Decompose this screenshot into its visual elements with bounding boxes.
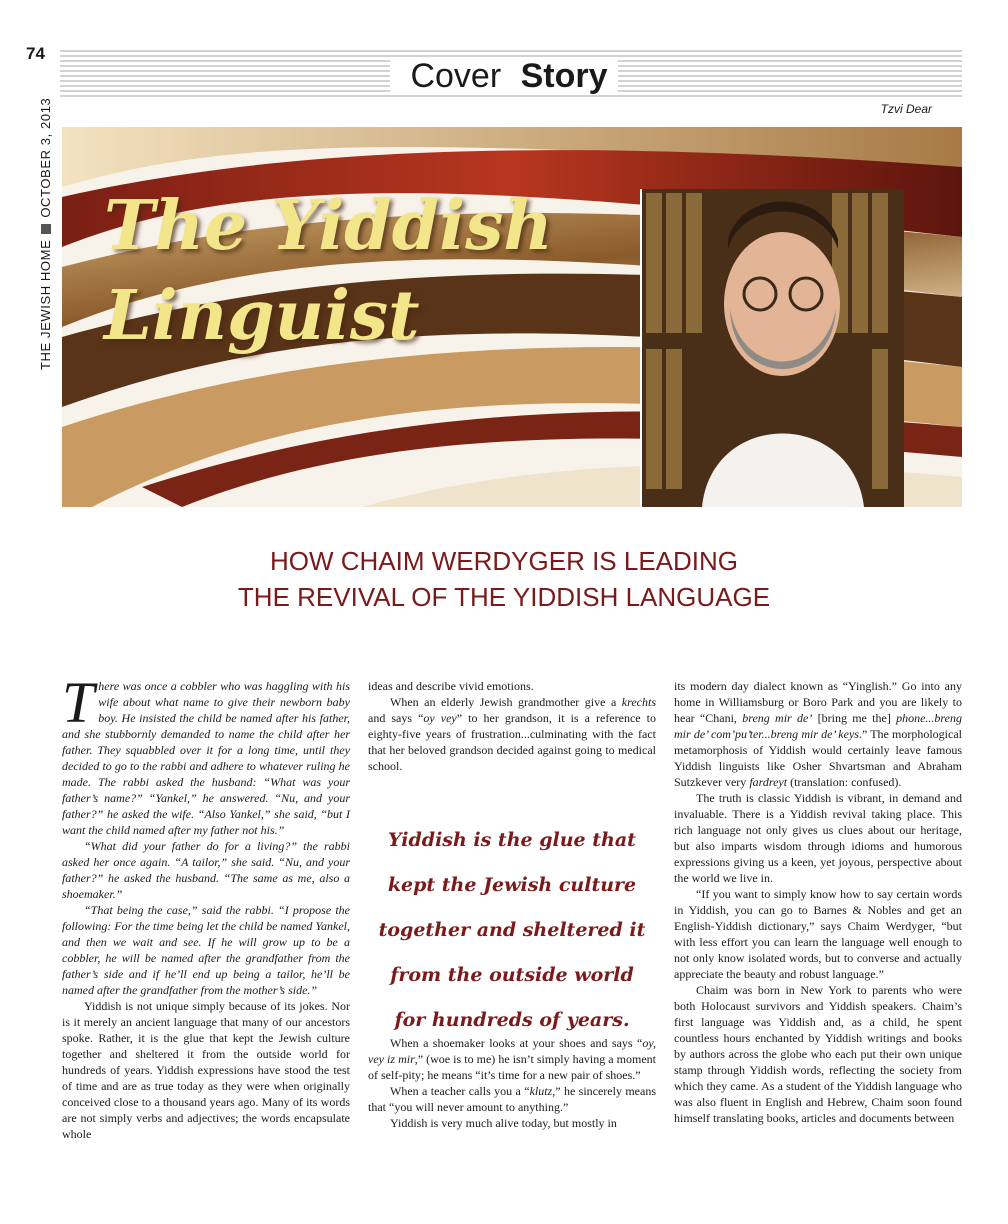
section-title-bold: Story bbox=[520, 57, 608, 95]
subtitle-line2: THE REVIVAL OF THE YIDDISH LANGUAGE bbox=[237, 582, 771, 612]
pull-quote-line4: from the outside world bbox=[390, 964, 634, 986]
separator-square bbox=[41, 224, 51, 234]
col2-paragraph-1: ideas and describe vivid emotions. bbox=[368, 679, 534, 693]
publication-name: THE JEWISH HOME bbox=[38, 239, 53, 370]
drop-cap: T bbox=[62, 670, 95, 735]
col2-paragraph-3: When a shoemaker looks at your shoes and says “oy, vey iz mir,” (woe is to me) he isn’t simply having a moment of self-pity; he means “it’s time for a new pair of shoes.” bbox=[368, 1036, 656, 1082]
hero-title bbox=[104, 181, 553, 361]
portrait-photo bbox=[640, 189, 904, 507]
col1-paragraph-3: “That being the case,” said the rabbi. “I propose the following: For the time being let the child be named Yankel, and then we wait and see. If he will grow up to be a cobbler, he will be named after the grandfather from the father’s side and if he’ll end up being a tailor, he’ll be named after the grandfather from the mother’s side.” bbox=[62, 903, 350, 997]
column-1 bbox=[62, 670, 350, 1142]
column-2-bottom bbox=[368, 1035, 656, 1131]
section-title bbox=[0, 56, 1008, 96]
col3-paragraph-4: Chaim was born in New York to parents who were both Holocaust survivors and Yiddish speakers. Chaim’s first language was Yiddish and, as a child, he spent countless hours enchanted by Yiddish writings and books by authors across the globe who each put their own unique stamp through Yiddish words, reflecting the society from which they came. As a student of the Yiddish language who was also fluent in English and Hebrew, Chaim soon found himself translating books, articles and documents between bbox=[674, 983, 962, 1125]
portrait-illustration bbox=[642, 189, 904, 507]
col3-paragraph-2: The truth is classic Yiddish is vibrant, in demand and invaluable. There is a Yiddish revival taking place. This rich language not only gives us clues about our heritage, but also imparts wisdom through idioms and humorous expressions giving us a keen, yet joyous, perspective about the world we live in. bbox=[674, 791, 962, 885]
hero-title-line1: The Yiddish bbox=[104, 186, 553, 266]
col3-paragraph-3: “If you want to simply know how to say certain words in Yiddish, you can go to Barnes & Nobles and get an English-Yiddish dictionary,” says Chaim Werdyger, “but with less effort you can learn the language well enough to not only know isolated words, but to converse and actually appreciate the beauty and robust language.” bbox=[674, 887, 962, 981]
pull-quote-line1: Yiddish is the glue that bbox=[388, 829, 636, 851]
article-subtitle bbox=[0, 543, 1008, 615]
col3-paragraph-1: its modern day dialect known as “Yinglish.” Go into any home in Williamsburg or Boro Park and you are likely to hear “Chani, breng mir de’ [bring me the] phone...breng mir de’ com’pu’ter...breng mir de’ keys.” The morphological metamorphosis of Yiddish would certainly leave famous Yiddish linguists like Osher Shvartsman and Abraham Sutzkever very fardreyt (translation: confused). bbox=[674, 679, 962, 789]
col1-paragraph-2: “What did your father do for a living?” the rabbi asked her once again. “A tailor,” she said. “Nu, and your father?” he asked the husband. “The same as me, also a shoemaker.” bbox=[62, 839, 350, 901]
pull-quote bbox=[368, 818, 656, 1043]
column-2-top bbox=[368, 678, 656, 774]
col2-paragraph-2: When an elderly Jewish grandmother give a krechts and says “oy vey” to her grandson, it is a reference to eighty-five years of frustration...culminating with the fact that her beloved grandson decided against going to medical school. bbox=[368, 695, 656, 773]
issue-date: OCTOBER 3, 2013 bbox=[38, 97, 53, 218]
page-number: 74 bbox=[26, 44, 45, 63]
col2-paragraph-5: Yiddish is very much alive today, but mostly in bbox=[390, 1116, 617, 1130]
author-byline: Tzvi Dear bbox=[880, 102, 932, 116]
sidebar-running-head bbox=[38, 98, 53, 370]
section-title-light: Cover bbox=[400, 57, 520, 95]
col2-paragraph-4: When a teacher calls you a “klutz,” he sincerely means that “you will never amount to anything.” bbox=[368, 1084, 657, 1114]
subtitle-line1: HOW CHAIM WERDYGER IS LEADING bbox=[269, 546, 739, 576]
column-3 bbox=[674, 678, 962, 1126]
pull-quote-line5: for hundreds of years. bbox=[394, 1009, 630, 1031]
pull-quote-line3: together and sheltered it bbox=[378, 919, 646, 941]
pull-quote-line2: kept the Jewish culture bbox=[387, 874, 637, 896]
col1-paragraph-4: Yiddish is not unique simply because of its jokes. Nor is it merely an ancient language that many of our ancestors spoke. Rather, it is the glue that kept the Jewish culture together and sheltered it from the outside world for hundreds of years. Yiddish expressions have stood the test of time and are as true today as they were when originally conceived close to a thousand years ago. Many of its words are not simply verbs and adjectives; the words encapsulate whole bbox=[62, 999, 350, 1141]
hero-title-line2: Linguist bbox=[104, 276, 420, 356]
col1-paragraph-1: here was once a cobbler who was haggling with his wife about what name to give their newborn baby boy. He insisted the child be named after his father, and she stubbornly demanded to name the child after her father. They squabbled over it for a long time, until they decided to go to the rabbi and adhere to whatever ruling he made. The rabbi asked the husband: “What was your father’s name?” “Yankel,” he answered. “Nu, and your father?” he asked the wife. “Also Yankel,” she said, “but I want the child named after my father not his.” bbox=[62, 679, 350, 837]
hero-banner bbox=[62, 127, 962, 507]
